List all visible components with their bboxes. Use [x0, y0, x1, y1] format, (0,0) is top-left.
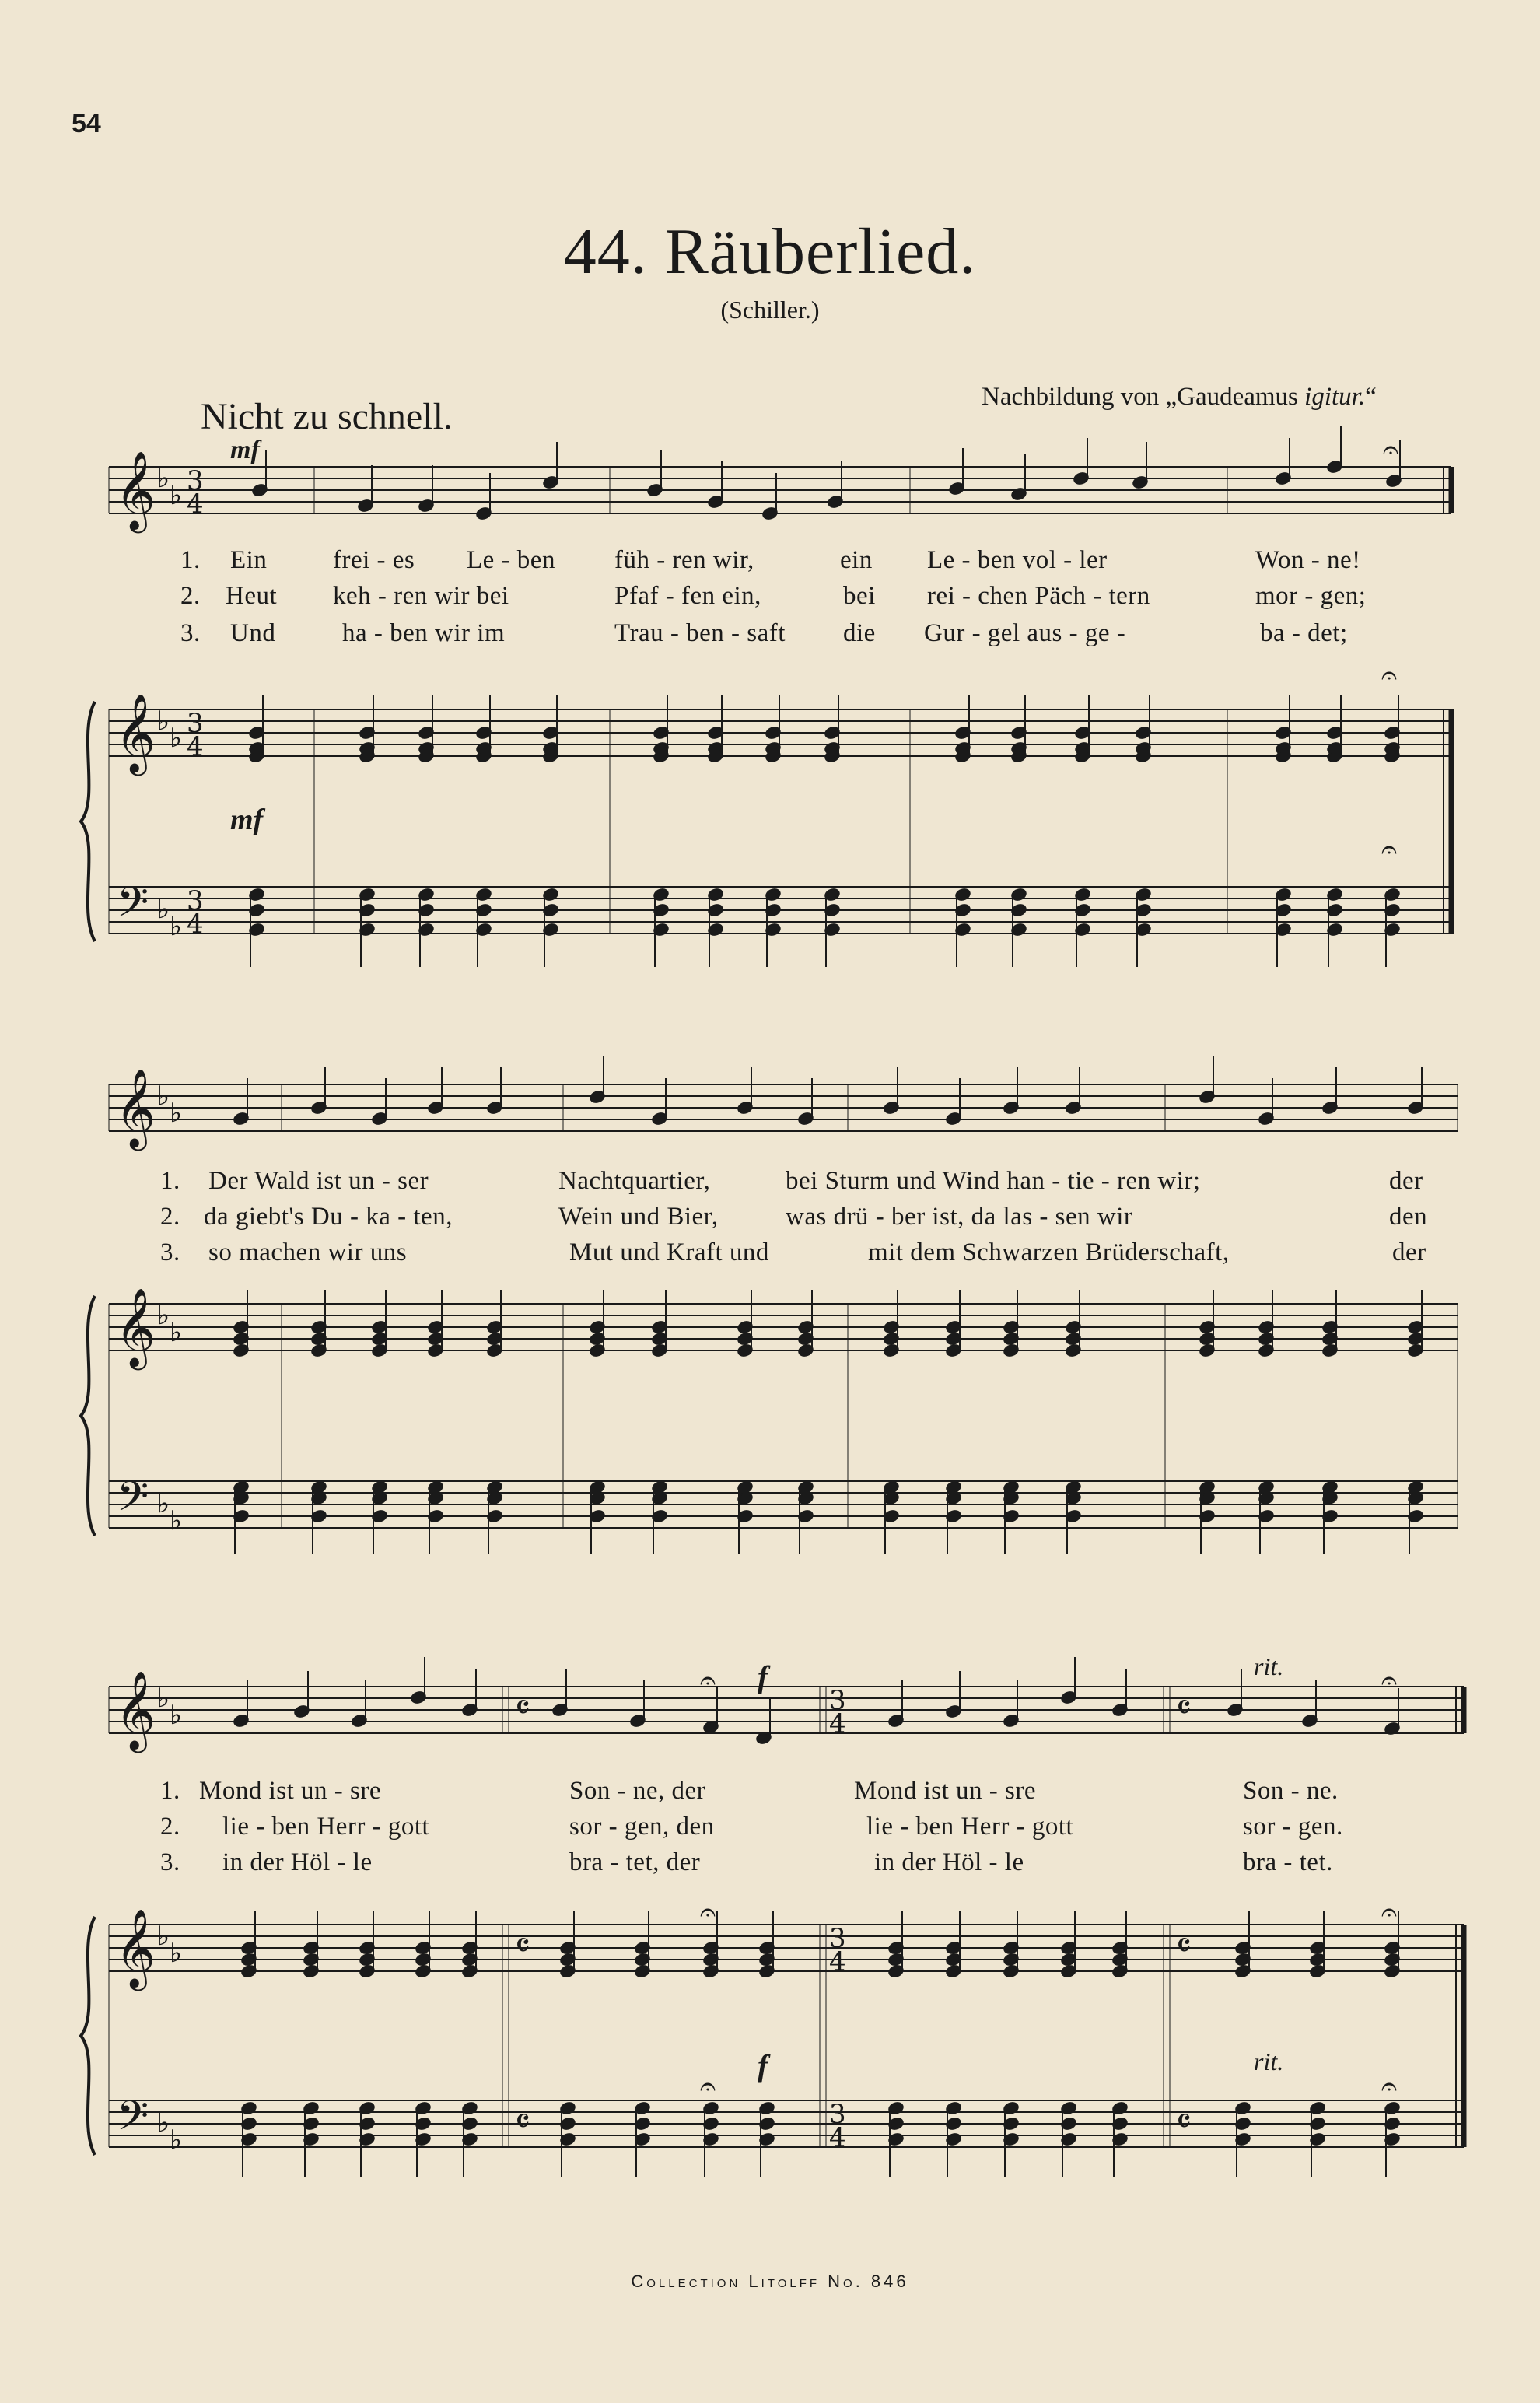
- key-flat-icon: ♭: [157, 1921, 170, 1952]
- key-flat-icon: ♭: [157, 706, 170, 737]
- key-flat-icon: ♭: [170, 1098, 183, 1129]
- dynamic-f-voice: f: [758, 1659, 768, 1694]
- lyric-s1-v1-d: füh - ren wir,: [614, 546, 754, 574]
- time-signature-top: 3: [829, 1685, 846, 1716]
- time-signature-bottom: 4: [187, 909, 204, 940]
- fermata-icon: 𝄐: [1381, 1665, 1398, 1697]
- lyric-s2-v2-a: da giebt's Du - ka - ten,: [204, 1203, 453, 1231]
- key-flat-icon: ♭: [170, 1317, 183, 1348]
- key-flat-icon: ♭: [157, 463, 170, 494]
- lyric-s1-v1-f: Le - ben vol - ler: [927, 546, 1108, 574]
- bass-clef-icon: 𝄢: [117, 879, 149, 937]
- key-flat-icon: ♭: [157, 1683, 170, 1714]
- lyric-s2-v3-b: Mut und Kraft und: [569, 1238, 769, 1266]
- lyric-s1-v1-e: ein: [840, 546, 873, 574]
- lyric-s2-v2-b: Wein und Bier,: [558, 1203, 719, 1231]
- lyric-s1-v3-d: die: [843, 619, 876, 647]
- dynamic-f-piano: f: [758, 2048, 768, 2083]
- time-signature-top: 3: [187, 708, 204, 739]
- source-italic: igitur.: [1304, 383, 1366, 411]
- treble-clef-icon: 𝄞: [115, 692, 156, 772]
- common-time-icon: 𝄴: [1176, 1926, 1192, 1966]
- key-flat-icon: ♭: [170, 480, 183, 511]
- lyric-s2-v1-c: bei Sturm und Wind han - tie - ren wir;: [786, 1167, 1201, 1195]
- ritardando-voice: rit.: [1254, 1652, 1284, 1680]
- lyric-s2-v3-a: so machen wir uns: [208, 1238, 408, 1266]
- song-title: 44. Räuberlied.: [563, 215, 977, 288]
- key-flat-icon: ♭: [157, 1300, 170, 1331]
- lyric-s3-v3-b: bra - tet, der: [569, 1848, 701, 1876]
- lyric-s3-v3-d: bra - tet.: [1243, 1848, 1333, 1876]
- lyric-s3-v1-a: Mond ist un - sre: [199, 1777, 381, 1805]
- lyric-s1-v1-g: Won - ne!: [1255, 546, 1361, 574]
- tempo-marking: Nicht zu schnell.: [201, 396, 453, 437]
- lyric-s1-v1-a: Ein: [230, 546, 268, 574]
- lyric-s3-v1-c: Mond ist un - sre: [854, 1777, 1036, 1805]
- common-time-icon: 𝄴: [515, 1926, 530, 1966]
- common-time-icon: 𝄴: [515, 2102, 530, 2142]
- piano-brace: [81, 1917, 95, 2155]
- fermata-icon: 𝄐: [1383, 434, 1399, 466]
- key-flat-icon: ♭: [170, 911, 183, 942]
- lyric-s1-v3-c: Trau - ben - saft: [614, 619, 786, 647]
- bass-clef-icon: 𝄢: [117, 1473, 149, 1531]
- lyric-s1-v2-num: 2.: [180, 582, 201, 610]
- lyric-s2-v3-c: mit dem Schwarzen Brüderschaft,: [868, 1238, 1230, 1266]
- common-time-icon: 𝄴: [1176, 2102, 1192, 2142]
- key-flat-icon: ♭: [157, 2107, 170, 2139]
- key-flat-icon: ♭: [170, 1505, 183, 1536]
- lyric-s1-v2-e: rei - chen Päch - tern: [927, 582, 1150, 610]
- time-signature-top: 3: [187, 465, 204, 496]
- collection-footer: Collection Litolff No. 846: [631, 2272, 909, 2291]
- lyric-s1-v1-num: 1.: [180, 546, 201, 574]
- lyric-s1-v2-a: Heut: [226, 582, 278, 610]
- lyric-s2-v2-num: 2.: [160, 1203, 180, 1231]
- lyric-s3-v3-num: 3.: [160, 1848, 180, 1876]
- piano-brace: [81, 702, 95, 941]
- time-signature-bottom: 4: [187, 731, 204, 762]
- key-flat-icon: ♭: [170, 1700, 183, 1731]
- treble-clef-icon: 𝄞: [115, 1907, 156, 1988]
- lyric-s1-v2-c: Pfaf - fen ein,: [614, 582, 761, 610]
- common-time-icon: 𝄴: [515, 1688, 530, 1728]
- poet-credit: (Schiller.): [720, 296, 820, 324]
- key-flat-icon: ♭: [170, 723, 183, 754]
- fermata-icon: 𝄐: [700, 1897, 716, 1928]
- lyric-s1-v3-f: ba - det;: [1260, 619, 1348, 647]
- lyric-s2-v1-d: der: [1389, 1167, 1423, 1195]
- lyric-s2-v2-d: den: [1389, 1203, 1428, 1231]
- treble-clef-icon: 𝄞: [115, 1067, 156, 1147]
- lyric-s1-v1-b: frei - es: [333, 546, 415, 574]
- lyric-s2-v3-num: 3.: [160, 1238, 180, 1266]
- time-signature-bottom: 4: [829, 2122, 846, 2153]
- fermata-icon: 𝄐: [700, 2071, 716, 2103]
- lyric-s2-v3-d: der: [1392, 1238, 1426, 1266]
- key-flat-icon: ♭: [170, 2125, 183, 2156]
- lyric-s2-v2-c: was drü - ber ist, da las - sen wir: [786, 1203, 1133, 1231]
- lyric-s1-v2-b: keh - ren wir bei: [333, 582, 509, 610]
- lyric-s3-v3-a: in der Höl - le: [222, 1848, 373, 1876]
- fermata-icon: 𝄐: [1381, 834, 1398, 866]
- fermata-icon: 𝄐: [1381, 1897, 1398, 1928]
- key-flat-icon: ♭: [157, 1081, 170, 1112]
- lyric-s1-v3-a: Und: [230, 619, 276, 647]
- lyric-s3-v2-b: sor - gen, den: [569, 1813, 715, 1841]
- lyric-s3-v1-num: 1.: [160, 1777, 180, 1805]
- source-suffix: “: [1365, 383, 1377, 411]
- fermata-icon: 𝄐: [700, 1665, 716, 1697]
- source-prefix: Nachbildung von „Gaudeamus: [982, 383, 1305, 411]
- lyric-s3-v2-c: lie - ben Herr - gott: [866, 1813, 1074, 1841]
- time-signature-top: 3: [829, 1923, 846, 1954]
- treble-clef-icon: 𝄞: [115, 450, 156, 530]
- piano-brace: [81, 1296, 95, 1536]
- lyric-s1-v3-b: ha - ben wir im: [342, 619, 506, 647]
- time-signature-bottom: 4: [187, 489, 204, 520]
- lyric-s3-v1-d: Son - ne.: [1243, 1777, 1339, 1805]
- fermata-icon: 𝄐: [1381, 660, 1398, 692]
- ritardando-piano: rit.: [1254, 2047, 1284, 2075]
- lyric-s1-v3-num: 3.: [180, 619, 201, 647]
- dynamic-mf-voice: mf: [230, 436, 260, 464]
- key-flat-icon: ♭: [170, 1938, 183, 1969]
- time-signature-bottom: 4: [829, 1708, 846, 1739]
- fermata-icon: 𝄐: [1381, 2071, 1398, 2103]
- lyric-s3-v2-a: lie - ben Herr - gott: [222, 1813, 430, 1841]
- time-signature-top: 3: [187, 885, 204, 916]
- key-flat-icon: ♭: [157, 1488, 170, 1519]
- page-number: 54: [72, 109, 101, 138]
- lyric-s3-v1-b: Son - ne, der: [569, 1777, 706, 1805]
- lyric-s1-v1-c: Le - ben: [467, 546, 555, 574]
- dynamic-mf-piano: mf: [230, 804, 264, 836]
- lyric-s3-v2-d: sor - gen.: [1243, 1813, 1343, 1841]
- bass-clef-icon: 𝄢: [117, 2093, 149, 2150]
- key-flat-icon: ♭: [157, 894, 170, 925]
- common-time-icon: 𝄴: [1176, 1688, 1192, 1728]
- lyric-s1-v2-d: bei: [843, 582, 876, 610]
- lyric-s3-v2-num: 2.: [160, 1813, 180, 1841]
- time-signature-bottom: 4: [829, 1946, 846, 1977]
- lyric-s2-v1-a: Der Wald ist un - ser: [208, 1167, 429, 1195]
- treble-clef-icon: 𝄞: [115, 1287, 156, 1367]
- lyric-s3-v3-c: in der Höl - le: [874, 1848, 1024, 1876]
- lyric-s1-v3-e: Gur - gel aus - ge -: [924, 619, 1126, 647]
- lyric-s1-v2-f: mor - gen;: [1255, 582, 1367, 610]
- lyric-s2-v1-b: Nachtquartier,: [558, 1167, 711, 1195]
- lyric-s2-v1-num: 1.: [160, 1167, 180, 1195]
- time-signature-top: 3: [829, 2099, 846, 2130]
- treble-clef-icon: 𝄞: [115, 1669, 156, 1750]
